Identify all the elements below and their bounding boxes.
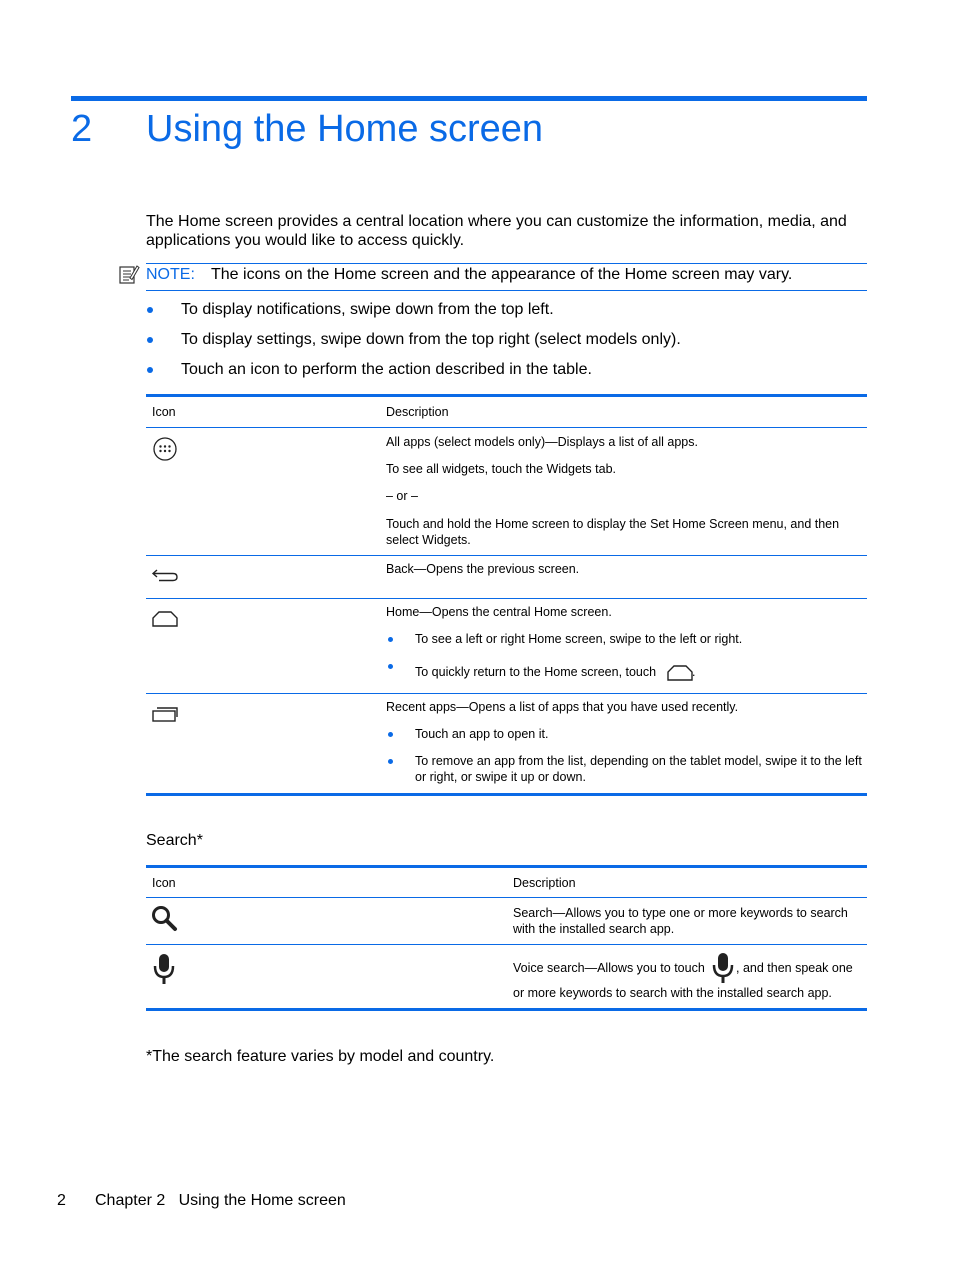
table-row-rule: [146, 693, 867, 694]
all-apps-description: All apps (select models only)—Displays a list of all apps.: [386, 435, 698, 449]
home-description: Home—Opens the central Home screen.: [386, 605, 612, 619]
recent-apps-label: Recent apps: [386, 700, 457, 714]
chapter-rule: [71, 96, 867, 101]
footer-chapter: Chapter 2 Using the Home screen: [95, 1192, 346, 1209]
all-apps-label: All apps: [386, 435, 431, 449]
table-header-rule: [146, 427, 867, 428]
table-bottom-rule: [146, 793, 867, 796]
table-top-rule: [146, 865, 867, 868]
table-header-description: Description: [513, 876, 576, 890]
search-icon: [151, 905, 179, 933]
voice-search-description: Voice search—Allows you to touch: [513, 961, 705, 975]
search-description: Search—Allows you to type one or more keywords to search with the installed search app.: [513, 906, 848, 936]
bullet-item: Touch an icon to perform the action described in the table.: [181, 361, 592, 378]
voice-search-text: or more keywords to search with the installed search app.: [513, 986, 832, 1000]
microphone-icon: [151, 952, 177, 986]
touch-hold-text: Touch and hold the Home screen to display the Set Home Screen menu, and then select Widgets.: [386, 517, 840, 547]
home-icon: [666, 664, 694, 682]
widgets-text: To see all widgets, touch the Widgets tab.: [386, 462, 616, 476]
footnote: *The search feature varies by model and country.: [146, 1048, 495, 1065]
search-label: Search: [513, 906, 553, 920]
recent-bullet: To remove an app from the list, depending on the tablet model, swipe it to the left or right, or swipe it up or down.: [415, 754, 862, 784]
table-header-icon: Icon: [152, 876, 176, 890]
back-label: Back: [386, 562, 414, 576]
note-label: NOTE:: [146, 266, 195, 283]
back-description: Back—Opens the previous screen.: [386, 562, 580, 576]
recent-bullet: Touch an app to open it.: [415, 727, 549, 741]
recent-apps-description: Recent apps—Opens a list of apps that you have used recently.: [386, 700, 739, 714]
home-bullet: To quickly return to the Home screen, touch: [415, 665, 657, 679]
bullet-item: To display settings, swipe down from the top right (select models only).: [181, 331, 681, 348]
home-icon: [151, 610, 179, 628]
note-text: The icons on the Home screen and the appearance of the Home screen may vary.: [211, 266, 793, 283]
search-heading: Search*: [146, 832, 203, 849]
home-bullet-end: .: [692, 665, 696, 679]
bullet-dot: [388, 664, 393, 669]
microphone-icon: [710, 951, 736, 985]
bullet-dot: [147, 367, 153, 373]
back-icon: [151, 567, 179, 583]
voice-search-text: , and then speak one: [736, 961, 853, 975]
table-header-icon: Icon: [152, 405, 176, 419]
bullet-dot: [147, 307, 153, 313]
home-label: Home: [386, 605, 420, 619]
bullet-item: To display notifications, swipe down from the top left.: [181, 301, 554, 318]
table-top-rule: [146, 394, 867, 397]
or-separator: – or –: [386, 489, 418, 503]
voice-search-label: Voice search: [513, 961, 585, 975]
table-row-rule: [146, 598, 867, 599]
table-row-rule: [146, 944, 867, 945]
all-apps-icon: [153, 437, 177, 461]
home-bullet: To see a left or right Home screen, swipe to the left or right.: [415, 632, 743, 646]
intro-paragraph: The Home screen provides a central location where you can customize the information, media, and applications you would like to access quickly.: [146, 213, 847, 249]
table-row-rule: [146, 555, 867, 556]
recent-apps-icon: [151, 705, 179, 723]
bullet-dot: [388, 759, 393, 764]
table-header-rule: [146, 897, 867, 898]
bullet-dot: [388, 637, 393, 642]
page-number: 2: [57, 1192, 66, 1209]
table-header-description: Description: [386, 405, 449, 419]
chapter-title: Using the Home screen: [146, 108, 544, 150]
bullet-dot: [388, 732, 393, 737]
bullet-dot: [147, 337, 153, 343]
note-icon: [119, 264, 139, 284]
chapter-number: 2: [71, 108, 93, 150]
table-bottom-rule: [146, 1008, 867, 1011]
